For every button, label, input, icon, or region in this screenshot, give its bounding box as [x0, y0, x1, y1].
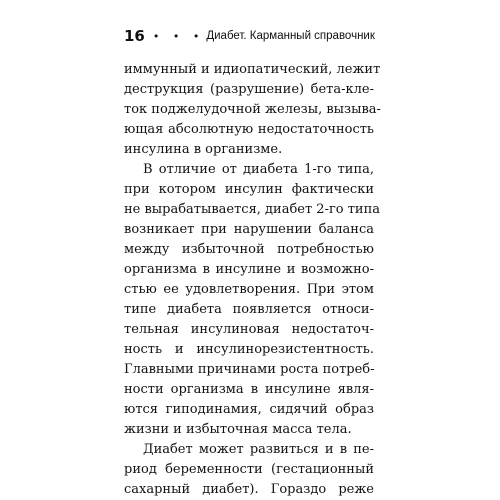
text-line: при котором инсулин фактически — [124, 182, 374, 197]
text-line: типе диабета появляется относи- — [124, 302, 374, 317]
text-line: В отличие от диабета 1-го типа, — [143, 162, 374, 177]
text-line: сахарный диабет). Гораздо реже — [124, 482, 374, 497]
text-line: Главными причинами роста потреб- — [124, 362, 375, 377]
text-line: ются гиподинамия, сидячий образ — [124, 402, 374, 417]
paragraph — [124, 160, 381, 440]
text-line: тельная инсулиновая недостаточ- — [124, 322, 374, 337]
header-separator-dots: • • • — [152, 29, 205, 43]
text-line: ности организма в инсулине явля- — [124, 382, 374, 397]
text-line: риод беременности (гестационный — [124, 462, 374, 477]
book-title: Диабет. Карманный справочник — [206, 30, 375, 42]
text-line: между избыточной потребностью — [124, 242, 374, 257]
text-line: иммунный и идиопатический, лежит — [124, 62, 381, 77]
text-line: ность и инсулинорезистентность. — [124, 342, 374, 357]
page-number: 16 — [124, 27, 145, 45]
text-line: стью ее удовлетворения. При этом — [124, 282, 374, 297]
text-line: организма в инсулине и возможно- — [124, 262, 374, 277]
text-line: возникает при нарушении баланса — [124, 222, 374, 237]
body-text — [124, 60, 381, 500]
text-line: инсулина в организме. — [124, 142, 283, 157]
text-line: ток поджелудочной железы, вызыва- — [124, 102, 381, 117]
text-line: деструкция (разрушение) бета-кле- — [124, 82, 374, 97]
text-line: ющая абсолютную недостаточность — [124, 122, 374, 137]
text-line: не вырабатывается, диабет 2-го типа — [124, 202, 381, 217]
running-header — [124, 26, 424, 46]
text-line: Диабет может развиться и в пе- — [143, 442, 374, 457]
paragraph — [124, 60, 381, 160]
text-line: жизни и избыточная масса тела. — [124, 422, 352, 437]
paragraph — [124, 440, 374, 500]
